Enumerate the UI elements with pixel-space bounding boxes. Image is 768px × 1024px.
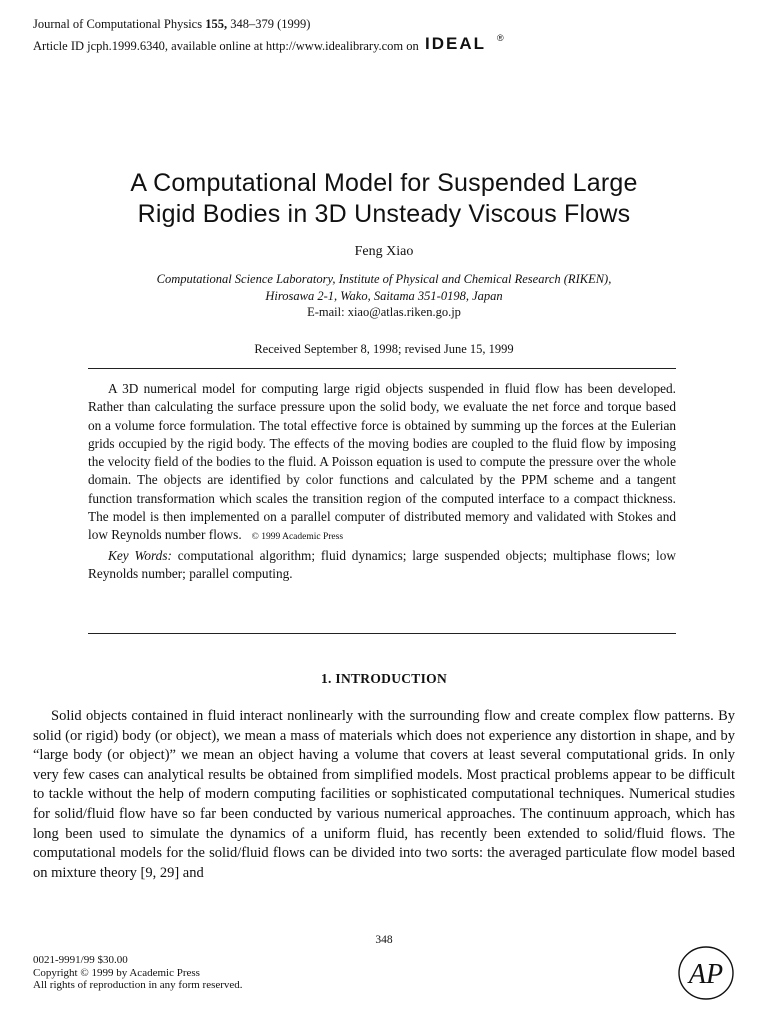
footer-issn: 0021-9991/99 $30.00 (33, 954, 128, 966)
registered-mark: ® (496, 33, 504, 43)
keywords-label: Key Words: (108, 547, 172, 563)
section-heading-introduction: 1. INTRODUCTION (320, 671, 447, 686)
keywords-text: computational algorithm; fluid dynamics; large suspended objects; multiphase flows; low Reynolds number; parallel computing. (88, 547, 676, 581)
received-dates: Received September 8, 1998; revised June 15, 1999 (254, 342, 514, 356)
article-id-text: Article ID jcph.1999.6340, available online at http://www.idealibrary.com on (33, 39, 419, 53)
affiliation (0, 271, 768, 305)
ideal-logo-text: IDEAL (424, 34, 486, 53)
introduction-body (33, 707, 735, 883)
author-email: E-mail: xiao@atlas.riken.go.jp (307, 305, 461, 319)
author-name: Feng Xiao (354, 244, 414, 259)
title-line-2: Rigid Bodies in 3D Unsteady Viscous Flows (137, 200, 631, 228)
ideal-logo (425, 33, 507, 53)
affiliation-line-2: Hirosawa 2-1, Wako, Saitama 351-0198, Japan (265, 289, 503, 303)
page-title (0, 168, 768, 230)
journal-pages-year: 348–379 (1999) (230, 17, 311, 31)
keywords-paragraph (88, 547, 676, 584)
abstract-bottom-rule (88, 633, 676, 634)
page-number: 348 (375, 934, 393, 946)
abstract (88, 380, 676, 583)
footer-copyright: Copyright © 1999 by Academic Press (33, 966, 200, 979)
article-id-line (33, 33, 507, 55)
abstract-paragraph (88, 380, 676, 547)
journal-name: Journal of Computational Physics (33, 17, 203, 31)
abstract-copyright: © 1999 Academic Press (251, 532, 344, 543)
title-line-1: A Computational Model for Suspended Large (130, 169, 638, 197)
intro-paragraph: Solid objects contained in fluid interact nonlinearly with the surrounding flow and create complex flow patterns. By solid (or rigid) body (or object), we mean a mass of materials which does not experience any distortion in shape, and by “large body (or object)” we mean an object having a volume that covers at least several computational grids. In only very few cases can analytical results be obtained from simplified models. Most practical problems appear to be difficult to tackle without the help of modern computing facilities or sophisticated computational techniques. Numerical studies for solid/fluid flow have so far been conducted by various numerical approaches. The continuum approach, which has long been used to simulate the dynamics of a uniform fluid, has recently been extended to solid/fluid flows. The computational models for the solid/fluid flows can be divided into two sorts: the averaged particulate flow model based on mixture theory [9, 29] and (33, 708, 735, 881)
affiliation-line-1: Computational Science Laboratory, Institute of Physical and Chemical Research (RIKEN), (156, 272, 612, 286)
copyright-footer (33, 954, 243, 992)
footer-rights: All rights of reproduction in any form reserved. (33, 979, 243, 991)
logo-monogram: AP (688, 959, 724, 990)
academic-press-logo (676, 943, 736, 1003)
journal-citation (33, 16, 507, 33)
abstract-top-rule (88, 368, 676, 369)
journal-header (33, 16, 507, 55)
journal-volume: 155, (205, 17, 228, 31)
abstract-text: A 3D numerical model for computing large rigid objects suspended in fluid flow has been developed. Rather than calculating the surface pressure upon the solid body, we evaluate the net force and torque based on a volume force formulation. The total effective force is obtained by summing up the forces at the Eulerian grids occupied by the rigid body. The effects of the moving bodies are coupled to the fluid flow by imposing the velocity field of the bodies to the fluid. A Poisson equation is used to compute the pressure over the whole domain. The objects are identified by color functions and calculated by the PPM scheme and a tangent function transformation which scales the transition region of the computed interface to a compact thickness. The model is then implemented on a parallel computer of distributed memory and validated with Stokes and low Reynolds number flows. (88, 381, 676, 543)
